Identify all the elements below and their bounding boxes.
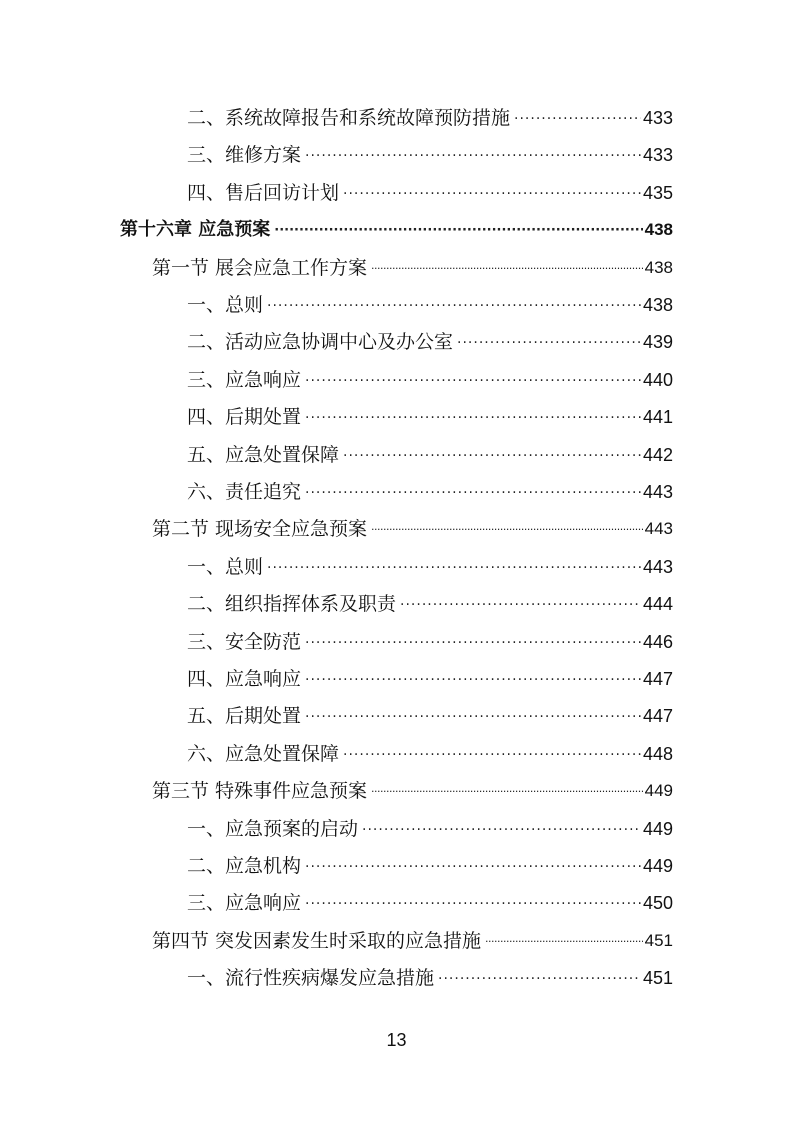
- toc-leader-dots: [305, 848, 641, 884]
- toc-leader-dots: [267, 549, 641, 585]
- toc-entry-page: 449: [642, 856, 673, 876]
- toc-entry-chapter[interactable]: [120, 212, 673, 248]
- toc-entry-label: 第三节 特殊事件应急预案: [152, 780, 368, 803]
- toc-entry-page: 440: [642, 369, 673, 390]
- toc-leader-dots: [267, 287, 641, 323]
- toc-leader-dots: [362, 811, 641, 847]
- toc-entry-section[interactable]: [152, 250, 673, 286]
- toc-entry-label: 五、后期处置: [187, 705, 302, 728]
- toc-entry-page: 433: [642, 145, 673, 166]
- toc-entry-page: 438: [642, 295, 673, 315]
- toc-leader-dots: [371, 511, 643, 547]
- toc-leader-dots: [400, 586, 641, 622]
- toc-leader-dots: [305, 137, 641, 173]
- toc-entry-item[interactable]: [187, 175, 673, 211]
- toc-entry-page: 451: [642, 968, 673, 989]
- toc-entry-label: 三、应急响应: [187, 892, 302, 915]
- toc-entry-item[interactable]: [187, 661, 673, 697]
- toc-leader-dots: [343, 175, 641, 211]
- toc-entry-section[interactable]: [152, 511, 673, 547]
- toc-entry-label: 二、组织指挥体系及职责: [187, 593, 397, 616]
- toc-entry-label: 二、活动应急协调中心及办公室: [187, 331, 454, 354]
- toc-entry-item[interactable]: [187, 287, 673, 323]
- toc-entry-label: 四、售后回访计划: [187, 181, 340, 204]
- toc-leader-dots: [514, 100, 641, 136]
- toc-entry-item[interactable]: [187, 474, 673, 510]
- toc-leader-dots: [371, 773, 643, 809]
- toc-entry-page: 443: [644, 519, 673, 539]
- toc-entry-item[interactable]: [187, 848, 673, 884]
- toc-entry-page: 442: [642, 444, 673, 465]
- toc-entry-label: 四、后期处置: [187, 406, 302, 429]
- toc-entry-section[interactable]: [152, 923, 673, 959]
- toc-entry-item[interactable]: [187, 698, 673, 734]
- toc-entry-page: 433: [642, 108, 673, 128]
- toc-entry-item[interactable]: [187, 100, 673, 136]
- toc-leader-dots: [371, 250, 643, 286]
- toc-entry-label: 三、应急响应: [187, 368, 302, 391]
- page-number: 13: [386, 1030, 407, 1050]
- toc-leader-dots: [305, 399, 641, 435]
- toc-leader-dots: [438, 960, 641, 996]
- toc-entry-page: 444: [642, 594, 673, 615]
- toc-entry-label: 四、应急响应: [187, 668, 302, 690]
- toc-entry-label: 一、流行性疾病爆发应急措施: [187, 967, 435, 990]
- toc-leader-dots: [305, 474, 641, 510]
- toc-entry-page: 443: [642, 556, 673, 577]
- toc-entry-page: 448: [642, 743, 673, 764]
- toc-entry-page: 447: [642, 669, 673, 689]
- toc-leader-dots: [457, 324, 641, 360]
- toc-entry-page: 446: [642, 631, 673, 652]
- toc-entry-item[interactable]: [187, 586, 673, 622]
- toc-entry-page: 439: [642, 332, 673, 353]
- toc-entry-label: 六、责任追究: [187, 481, 302, 503]
- toc-leader-dots: [485, 923, 643, 959]
- toc-entry-label: 五、应急处置保障: [187, 443, 340, 466]
- toc-entry-label: 第十六章 应急预案: [120, 219, 271, 241]
- toc-entry-item[interactable]: [187, 324, 673, 360]
- toc-entry-label: 第四节 突发因素发生时采取的应急措施: [152, 929, 482, 952]
- toc-entry-item[interactable]: [187, 960, 673, 996]
- toc-leader-dots: [305, 624, 641, 660]
- toc-entry-label: 二、系统故障报告和系统故障预防措施: [187, 107, 511, 129]
- toc-entry-page: 441: [642, 407, 673, 428]
- toc-entry-label: 三、维修方案: [187, 144, 302, 167]
- toc-entry-page: 449: [644, 781, 673, 801]
- toc-entry-page: 447: [642, 706, 673, 727]
- toc-leader-dots: [274, 212, 642, 248]
- toc-entry-page: 451: [644, 930, 673, 950]
- toc-entry-label: 一、总则: [187, 294, 264, 316]
- toc-entry-page: 443: [642, 482, 673, 502]
- toc-leader-dots: [305, 362, 641, 398]
- toc-entry-item[interactable]: [187, 437, 673, 473]
- toc-entry-page: 435: [642, 182, 673, 203]
- toc-entry-label: 三、安全防范: [187, 630, 302, 653]
- toc-entry-item[interactable]: [187, 137, 673, 173]
- toc-entry-page: 438: [644, 220, 673, 240]
- toc-leader-dots: [343, 437, 641, 473]
- toc-entry-item[interactable]: [187, 736, 673, 772]
- toc-leader-dots: [305, 885, 641, 921]
- toc-leader-dots: [305, 661, 641, 697]
- toc-entry-item[interactable]: [187, 811, 673, 847]
- toc-entry-item[interactable]: [187, 624, 673, 660]
- toc-entry-item[interactable]: [187, 549, 673, 585]
- toc-entry-page: 438: [644, 257, 673, 277]
- toc-entry-label: 二、应急机构: [187, 855, 302, 877]
- toc-entry-label: 六、应急处置保障: [187, 742, 340, 765]
- toc-leader-dots: [343, 736, 641, 772]
- toc-entry-item[interactable]: [187, 885, 673, 921]
- toc-entry-item[interactable]: [187, 399, 673, 435]
- toc-entry-label: 一、总则: [187, 555, 264, 578]
- toc-entry-item[interactable]: [187, 362, 673, 398]
- toc-entry-page: 449: [642, 818, 673, 839]
- toc-entry-section[interactable]: [152, 773, 673, 809]
- toc-entry-label: 一、应急预案的启动: [187, 817, 359, 840]
- toc-entry-page: 450: [642, 893, 673, 914]
- toc-entry-label: 第一节 展会应急工作方案: [152, 256, 368, 279]
- toc-leader-dots: [305, 698, 641, 734]
- toc-entry-label: 第二节 现场安全应急预案: [152, 518, 368, 541]
